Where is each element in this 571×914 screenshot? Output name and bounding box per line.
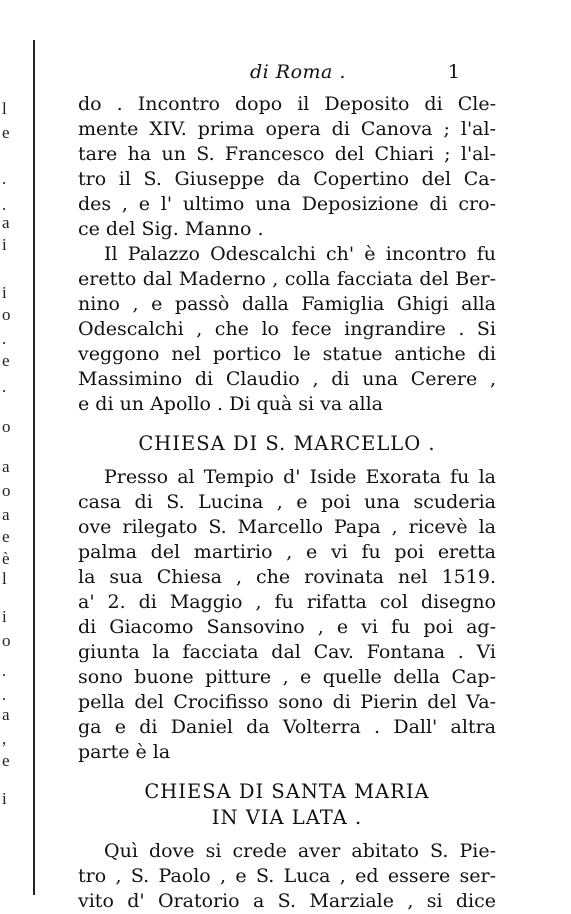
paragraph-3 [78, 465, 496, 765]
margin-fragment: o [2, 481, 11, 500]
margin-fragment: a [2, 705, 10, 724]
margin-fragment: e [2, 351, 10, 370]
paragraph-1 [78, 92, 496, 242]
text-line: la sua Chiesa , che rovinata nel 1519. [78, 566, 496, 588]
section-heading-santa-maria: CHIESA DI SANTA MARIA [144, 780, 430, 803]
page-header [90, 61, 490, 89]
paragraph-4 [78, 839, 496, 914]
text-line: Quì dove si crede aver abitato S. Pie- [104, 840, 496, 862]
section-heading-santa-maria-line2: IN VIA LATA . [211, 806, 363, 829]
page-body [78, 92, 496, 914]
text-line: des , e l' ultimo una Deposizione di cro- [78, 193, 496, 215]
text-line: ce del Sig. Manno . [78, 218, 264, 240]
text-line: parte è la [78, 741, 171, 763]
text-line: palma del martirio , e vi fu poi eretta [78, 541, 496, 563]
section-heading-marcello: CHIESA DI S. MARCELLO . [138, 432, 436, 455]
paragraph-2 [78, 242, 496, 417]
text-line: Odescalchi , che lo fece ingrandire . Si [78, 318, 496, 340]
text-line: ga e di Daniel da Volterra . Dall' altra [78, 716, 496, 738]
margin-fragment: a [2, 213, 10, 232]
text-line: pella del Crocifisso sono di Pierin del Va- [78, 691, 496, 713]
left-margin-gutter [0, 0, 38, 900]
text-line: tare ha un S. Francesco del Chiari ; l'al- [78, 143, 496, 165]
margin-fragment: a [2, 505, 10, 524]
margin-fragment: l [2, 569, 7, 588]
text-line: do . Incontro dopo il Deposito di Cle- [78, 93, 496, 115]
margin-fragment: i [2, 789, 7, 808]
text-line: ove rilegato S. Marcello Papa , ricevè la [78, 516, 496, 538]
margin-fragment: i [2, 235, 7, 254]
running-title: di Roma . [250, 61, 346, 83]
text-line: vito d' Oratorio a S. Marziale , si dice [78, 890, 496, 912]
margin-fragment: , [2, 729, 7, 748]
text-line: Massimino di Claudio , di una Cerere , [78, 368, 496, 390]
margin-fragment: e [2, 527, 10, 546]
text-line: nino , e passò dalla Famiglia Ghigi alla [78, 293, 496, 315]
text-line: sono buone pitture , e quelle della Cap- [78, 666, 496, 688]
margin-fragment: l [2, 99, 7, 118]
text-line: eretto dal Maderno , colla facciata del Ber- [78, 268, 496, 290]
margin-fragment: . [2, 329, 7, 348]
text-line: Il Palazzo Odescalchi ch' è incontro fu [104, 243, 496, 265]
text-line: di Giacomo Sansovino , e vi fu poi ag- [78, 616, 496, 638]
text-line: giunta la facciata dal Cav. Fontana . Vi [78, 641, 496, 663]
text-line: Presso al Tempio d' Iside Exorata fu la [104, 466, 496, 488]
binding-edge-line [33, 40, 35, 895]
margin-fragment: o [2, 631, 11, 650]
margin-fragment: . [2, 169, 7, 188]
margin-fragment: . [2, 661, 7, 680]
margin-fragment: . [2, 377, 7, 396]
margin-fragment: i [2, 283, 7, 302]
text-line: casa di S. Lucina , e poi una scuderia [78, 491, 496, 513]
text-line: veggono nel portico le statue antiche di [78, 343, 496, 365]
text-line: e di un Apollo . Di quà si va alla [78, 393, 384, 415]
page-number: 1 [447, 61, 460, 83]
margin-fragment: e [2, 123, 10, 142]
margin-fragment: a [2, 457, 10, 476]
margin-fragment: è [2, 549, 10, 568]
margin-fragment: i [2, 607, 7, 626]
margin-fragment: . [2, 195, 7, 214]
text-line: tro , S. Paolo , e S. Luca , ed essere ser- [78, 865, 496, 887]
text-line: a' 2. di Maggio , fu rifatta col disegno [78, 591, 496, 613]
margin-fragment: . [2, 685, 7, 704]
text-line: mente XIV. prima opera di Canova ; l'al- [78, 118, 496, 140]
margin-fragment: o [2, 417, 11, 436]
margin-fragment: o [2, 305, 11, 324]
text-line: tro il S. Giuseppe da Copertino del Ca- [78, 168, 496, 190]
margin-fragment: e [2, 751, 10, 770]
